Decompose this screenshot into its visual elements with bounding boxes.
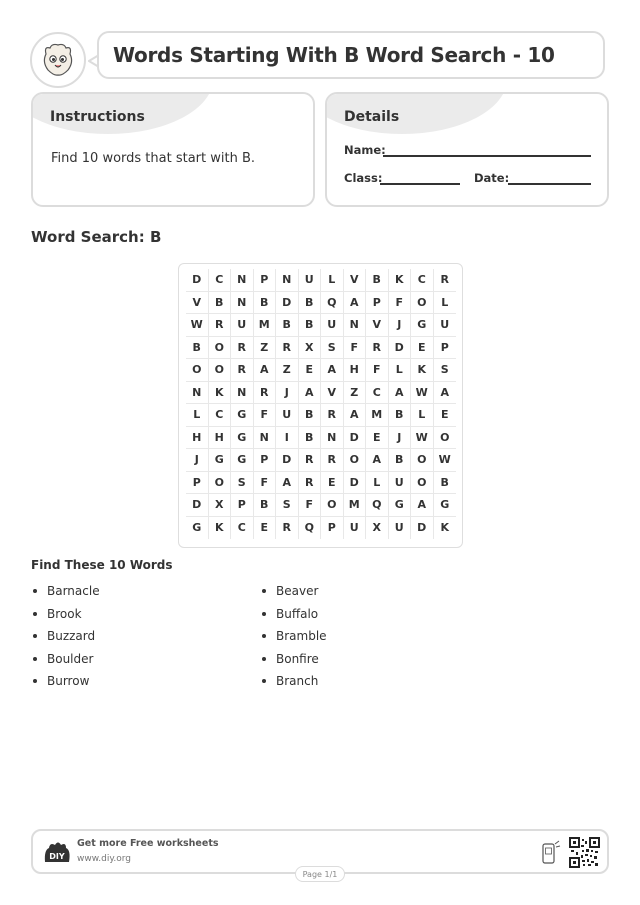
grid-cell[interactable]: N: [276, 269, 299, 292]
grid-cell[interactable]: O: [344, 449, 367, 472]
grid-cell[interactable]: P: [254, 269, 277, 292]
grid-cell[interactable]: K: [411, 359, 434, 382]
list-item: Beaver: [260, 580, 327, 603]
grid-cell[interactable]: Q: [321, 292, 344, 315]
grid-cell[interactable]: R: [366, 337, 389, 360]
grid-cell[interactable]: D: [276, 292, 299, 315]
grid-cell[interactable]: B: [299, 427, 322, 450]
puzzle-title: Word Search: B: [31, 228, 162, 246]
grid-cell[interactable]: C: [231, 517, 254, 540]
grid-cell[interactable]: B: [299, 404, 322, 427]
details-heading: Details: [344, 109, 400, 125]
grid-cell[interactable]: O: [209, 472, 232, 495]
grid-cell[interactable]: L: [411, 404, 434, 427]
grid-cell[interactable]: E: [254, 517, 277, 540]
grid-cell[interactable]: R: [321, 404, 344, 427]
grid-cell[interactable]: O: [321, 494, 344, 517]
details-card: [325, 92, 609, 207]
grid-cell[interactable]: W: [434, 449, 457, 472]
grid-cell[interactable]: F: [366, 359, 389, 382]
grid-cell[interactable]: P: [231, 494, 254, 517]
grid-cell[interactable]: A: [254, 359, 277, 382]
grid-cell[interactable]: U: [231, 314, 254, 337]
grid-cell[interactable]: O: [411, 472, 434, 495]
grid-cell[interactable]: C: [209, 404, 232, 427]
grid-cell[interactable]: C: [366, 382, 389, 405]
list-item: Branch: [260, 670, 327, 693]
instructions-text: Find 10 words that start with B.: [51, 151, 256, 166]
list-item: Buzzard: [31, 625, 100, 648]
grid-cell[interactable]: A: [276, 472, 299, 495]
grid-cell[interactable]: R: [231, 359, 254, 382]
list-item: Barnacle: [31, 580, 100, 603]
grid-cell[interactable]: P: [254, 449, 277, 472]
word-list-column-2: [260, 580, 327, 693]
grid-cell[interactable]: N: [186, 382, 209, 405]
grid-cell[interactable]: A: [366, 449, 389, 472]
grid-cell[interactable]: N: [254, 427, 277, 450]
grid-cell[interactable]: U: [276, 404, 299, 427]
grid-cell[interactable]: R: [299, 472, 322, 495]
grid-cell[interactable]: D: [344, 472, 367, 495]
grid-cell[interactable]: A: [321, 359, 344, 382]
grid-cell[interactable]: U: [434, 314, 457, 337]
grid-cell[interactable]: O: [434, 427, 457, 450]
grid-cell[interactable]: B: [389, 449, 412, 472]
word-search-grid: [186, 269, 456, 539]
footer-link[interactable]: www.diy.org: [77, 854, 131, 864]
name-field[interactable]: [383, 155, 591, 157]
grid-cell[interactable]: B: [209, 292, 232, 315]
grid-cell[interactable]: R: [276, 337, 299, 360]
grid-cell[interactable]: E: [411, 337, 434, 360]
grid-cell[interactable]: O: [186, 359, 209, 382]
grid-cell[interactable]: B: [254, 494, 277, 517]
grid-cell[interactable]: B: [186, 337, 209, 360]
grid-cell[interactable]: F: [254, 472, 277, 495]
grid-cell[interactable]: E: [434, 404, 457, 427]
grid-cell[interactable]: G: [209, 449, 232, 472]
grid-cell[interactable]: E: [299, 359, 322, 382]
qr-code-icon[interactable]: [569, 837, 600, 868]
instructions-heading: Instructions: [50, 109, 145, 125]
grid-cell[interactable]: R: [276, 517, 299, 540]
grid-cell[interactable]: B: [254, 292, 277, 315]
name-label: Name:: [344, 143, 386, 157]
grid-cell[interactable]: K: [209, 517, 232, 540]
grid-cell[interactable]: U: [344, 517, 367, 540]
grid-cell[interactable]: L: [434, 292, 457, 315]
grid-cell[interactable]: M: [254, 314, 277, 337]
title-banner: [97, 31, 605, 79]
grid-cell[interactable]: L: [389, 359, 412, 382]
grid-cell[interactable]: K: [209, 382, 232, 405]
grid-cell[interactable]: F: [299, 494, 322, 517]
date-field[interactable]: [508, 183, 591, 185]
grid-cell[interactable]: D: [389, 337, 412, 360]
grid-cell[interactable]: G: [389, 494, 412, 517]
grid-cell[interactable]: S: [276, 494, 299, 517]
grid-cell[interactable]: A: [434, 382, 457, 405]
grid-cell[interactable]: N: [231, 382, 254, 405]
grid-cell[interactable]: F: [344, 337, 367, 360]
grid-cell[interactable]: X: [299, 337, 322, 360]
grid-cell[interactable]: G: [434, 494, 457, 517]
grid-cell[interactable]: I: [276, 427, 299, 450]
grid-cell[interactable]: J: [186, 449, 209, 472]
grid-cell[interactable]: O: [411, 292, 434, 315]
grid-cell[interactable]: C: [411, 269, 434, 292]
grid-cell[interactable]: F: [389, 292, 412, 315]
grid-cell[interactable]: L: [321, 269, 344, 292]
mascot-avatar: [30, 32, 86, 88]
grid-cell[interactable]: U: [321, 314, 344, 337]
grid-cell[interactable]: A: [299, 382, 322, 405]
grid-cell[interactable]: J: [389, 314, 412, 337]
grid-cell[interactable]: D: [186, 494, 209, 517]
grid-cell[interactable]: D: [186, 269, 209, 292]
grid-cell[interactable]: Z: [254, 337, 277, 360]
grid-cell[interactable]: N: [231, 269, 254, 292]
grid-cell[interactable]: U: [299, 269, 322, 292]
word-list-column-1: [31, 580, 100, 693]
grid-cell[interactable]: P: [366, 292, 389, 315]
grid-cell[interactable]: B: [299, 314, 322, 337]
grid-cell[interactable]: N: [321, 427, 344, 450]
word-search-grid-box: [178, 263, 463, 548]
grid-cell[interactable]: O: [209, 359, 232, 382]
grid-cell[interactable]: V: [366, 314, 389, 337]
grid-cell[interactable]: G: [231, 449, 254, 472]
grid-cell[interactable]: B: [389, 404, 412, 427]
grid-cell[interactable]: Q: [299, 517, 322, 540]
grid-cell[interactable]: C: [209, 269, 232, 292]
grid-cell[interactable]: A: [344, 404, 367, 427]
grid-cell[interactable]: S: [321, 337, 344, 360]
page-number: Page 1/1: [295, 866, 345, 882]
grid-cell[interactable]: L: [186, 404, 209, 427]
page-title: Words Starting With B Word Search - 10: [113, 43, 555, 67]
grid-cell[interactable]: B: [299, 292, 322, 315]
grid-cell[interactable]: M: [344, 494, 367, 517]
grid-cell[interactable]: D: [344, 427, 367, 450]
word-list-title: Find These 10 Words: [31, 558, 173, 572]
grid-cell[interactable]: E: [321, 472, 344, 495]
grid-cell[interactable]: B: [276, 314, 299, 337]
footer-promo-text: Get more Free worksheets: [77, 838, 219, 849]
grid-cell[interactable]: R: [231, 337, 254, 360]
grid-cell[interactable]: W: [186, 314, 209, 337]
diy-logo-icon[interactable]: [43, 840, 71, 864]
grid-cell[interactable]: V: [344, 269, 367, 292]
grid-cell[interactable]: G: [186, 517, 209, 540]
list-item: Brook: [31, 603, 100, 626]
grid-cell[interactable]: Q: [366, 494, 389, 517]
grid-cell[interactable]: R: [299, 449, 322, 472]
grid-cell[interactable]: X: [366, 517, 389, 540]
grid-cell[interactable]: E: [366, 427, 389, 450]
instructions-card: [31, 92, 315, 207]
grid-cell[interactable]: M: [366, 404, 389, 427]
phone-scan-icon: [541, 840, 561, 866]
grid-cell[interactable]: A: [344, 292, 367, 315]
grid-cell[interactable]: K: [440, 521, 450, 535]
grid-cell[interactable]: D: [411, 517, 434, 540]
grid-cell[interactable]: S: [434, 359, 457, 382]
grid-cell[interactable]: Z: [344, 382, 367, 405]
grid-cell[interactable]: D: [276, 449, 299, 472]
grid-cell[interactable]: H: [209, 427, 232, 450]
grid-cell[interactable]: Z: [276, 359, 299, 382]
grid-cell[interactable]: V: [186, 292, 209, 315]
class-field[interactable]: [380, 183, 460, 185]
grid-cell[interactable]: F: [254, 404, 277, 427]
grid-cell[interactable]: G: [231, 427, 254, 450]
logo-text: DIY: [49, 852, 65, 861]
grid-cell[interactable]: A: [389, 382, 412, 405]
grid-cell[interactable]: P: [186, 472, 209, 495]
grid-cell[interactable]: P: [434, 337, 457, 360]
grid-cell[interactable]: W: [411, 427, 434, 450]
grid-cell[interactable]: P: [321, 517, 344, 540]
list-item: Burrow: [31, 670, 100, 693]
grid-cell[interactable]: N: [344, 314, 367, 337]
grid-cell[interactable]: H: [186, 427, 209, 450]
grid-cell[interactable]: O: [411, 449, 434, 472]
grid-cell[interactable]: R: [434, 269, 457, 292]
list-item: Boulder: [31, 648, 100, 671]
grid-cell[interactable]: H: [344, 359, 367, 382]
class-label: Class:: [344, 171, 383, 185]
grid-cell[interactable]: R: [321, 449, 344, 472]
grid-cell[interactable]: J: [389, 427, 412, 450]
grid-cell[interactable]: K: [389, 269, 412, 292]
list-item: Buffalo: [260, 603, 327, 626]
grid-cell[interactable]: B: [366, 269, 389, 292]
grid-cell[interactable]: N: [231, 292, 254, 315]
grid-cell[interactable]: S: [231, 472, 254, 495]
grid-cell[interactable]: R: [209, 314, 232, 337]
date-label: Date:: [474, 171, 510, 185]
grid-cell[interactable]: G: [411, 314, 434, 337]
owl-mascot-icon: [38, 40, 78, 80]
list-item: Bonfire: [260, 648, 327, 671]
grid-cell[interactable]: O: [209, 337, 232, 360]
list-item: Bramble: [260, 625, 327, 648]
grid-cell[interactable]: V: [321, 382, 344, 405]
grid-cell[interactable]: X: [209, 494, 232, 517]
grid-cell[interactable]: G: [231, 404, 254, 427]
grid-cell[interactable]: B: [434, 472, 457, 495]
grid-cell[interactable]: A: [411, 494, 434, 517]
grid-cell[interactable]: L: [366, 472, 389, 495]
grid-cell[interactable]: W: [411, 382, 434, 405]
grid-cell[interactable]: U: [389, 472, 412, 495]
grid-cell[interactable]: J: [276, 382, 299, 405]
grid-cell[interactable]: R: [254, 382, 277, 405]
grid-cell[interactable]: U: [389, 517, 412, 540]
